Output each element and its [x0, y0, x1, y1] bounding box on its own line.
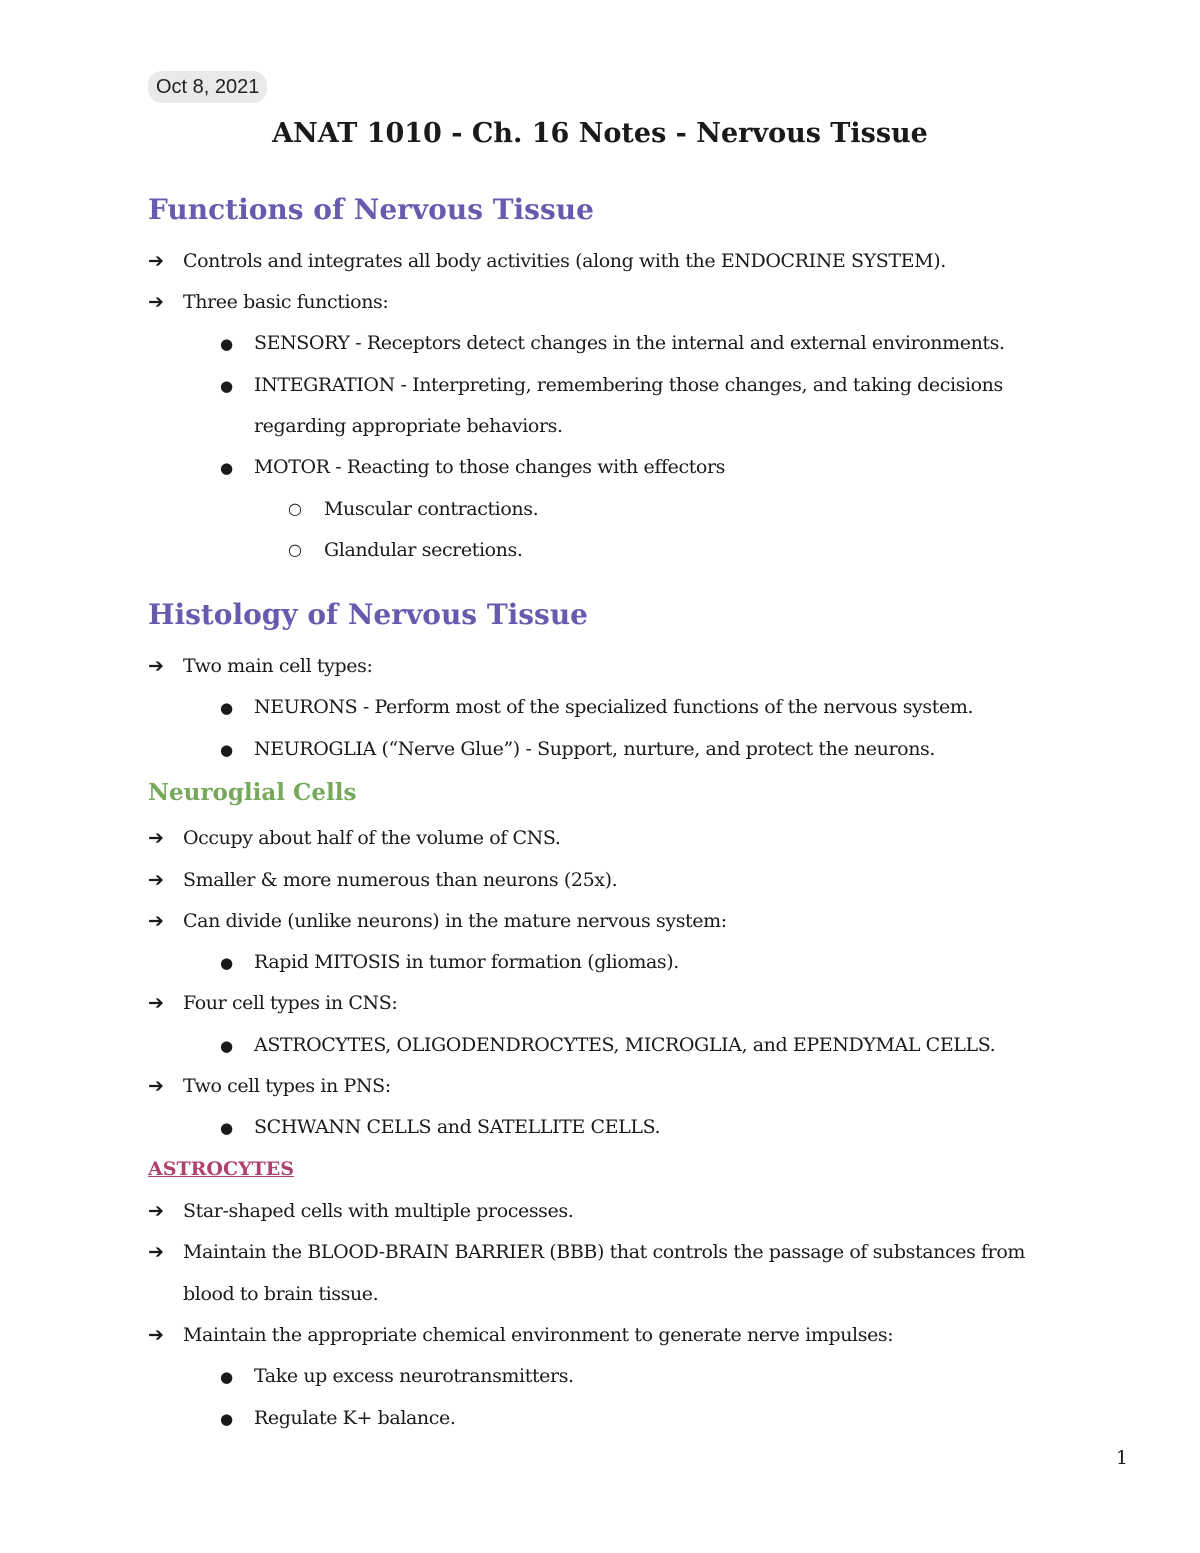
arrow-bullet-icon: ➔	[148, 1075, 164, 1097]
dot-bullet-icon: ●	[220, 377, 234, 395]
dot-bullet-icon: ●	[220, 1368, 234, 1386]
list-item: Two main cell types:	[183, 655, 373, 677]
dot-bullet-icon: ●	[220, 954, 234, 972]
page-number: 1	[1115, 1447, 1128, 1469]
arrow-bullet-icon: ➔	[148, 1241, 164, 1263]
heading-neuroglial-cells: Neuroglial Cells	[148, 779, 357, 806]
arrow-bullet-icon: ➔	[148, 869, 164, 891]
circle-bullet-icon: ○	[288, 540, 302, 559]
list-item: Regulate K+ balance.	[254, 1407, 456, 1429]
arrow-bullet-icon: ➔	[148, 655, 164, 677]
arrow-bullet-icon: ➔	[148, 291, 164, 313]
arrow-bullet-icon: ➔	[148, 992, 164, 1014]
list-item: NEUROGLIA (“Nerve Glue”) - Support, nurture, and protect the neurons.	[254, 738, 936, 760]
dot-bullet-icon: ●	[220, 1037, 234, 1055]
list-item: Maintain the BLOOD-BRAIN BARRIER (BBB) that controls the passage of substances from	[183, 1241, 1026, 1263]
arrow-bullet-icon: ➔	[148, 1200, 164, 1222]
list-item: SCHWANN CELLS and SATELLITE CELLS.	[254, 1116, 661, 1138]
list-item: NEURONS - Perform most of the specialized functions of the nervous system.	[254, 696, 974, 718]
arrow-bullet-icon: ➔	[148, 827, 164, 849]
list-item: Controls and integrates all body activities (along with the ENDOCRINE SYSTEM).	[183, 250, 946, 272]
arrow-bullet-icon: ➔	[148, 910, 164, 932]
heading-histology: Histology of Nervous Tissue	[148, 598, 588, 631]
list-item: Three basic functions:	[183, 291, 389, 313]
list-item: Two cell types in PNS:	[183, 1075, 391, 1097]
list-item: Muscular contractions.	[324, 498, 539, 520]
date-chip[interactable]: Oct 8, 2021	[148, 71, 267, 103]
list-item-continuation: blood to brain tissue.	[183, 1283, 379, 1305]
heading-functions: Functions of Nervous Tissue	[148, 193, 594, 226]
dot-bullet-icon: ●	[220, 335, 234, 353]
list-item: Four cell types in CNS:	[183, 992, 398, 1014]
list-item: SENSORY - Receptors detect changes in the internal and external environments.	[254, 332, 1005, 354]
list-item: Occupy about half of the volume of CNS.	[183, 827, 561, 849]
dot-bullet-icon: ●	[220, 699, 234, 717]
arrow-bullet-icon: ➔	[148, 1324, 164, 1346]
list-item-continuation: regarding appropriate behaviors.	[254, 415, 563, 437]
list-item: Maintain the appropriate chemical environment to generate nerve impulses:	[183, 1324, 894, 1346]
dot-bullet-icon: ●	[220, 459, 234, 477]
list-item: Star-shaped cells with multiple processes.	[183, 1200, 574, 1222]
dot-bullet-icon: ●	[220, 741, 234, 759]
dot-bullet-icon: ●	[220, 1119, 234, 1137]
heading-astrocytes: ASTROCYTES	[148, 1158, 294, 1180]
circle-bullet-icon: ○	[288, 499, 302, 518]
document-title: ANAT 1010 - Ch. 16 Notes - Nervous Tissue	[272, 118, 928, 149]
list-item: Can divide (unlike neurons) in the mature nervous system:	[183, 910, 727, 932]
list-item: INTEGRATION - Interpreting, remembering those changes, and taking decisions	[254, 374, 1003, 396]
list-item: Take up excess neurotransmitters.	[254, 1365, 574, 1387]
list-item: Rapid MITOSIS in tumor formation (gliomas).	[254, 951, 679, 973]
list-item: Smaller & more numerous than neurons (25x).	[183, 869, 618, 891]
dot-bullet-icon: ●	[220, 1410, 234, 1428]
arrow-bullet-icon: ➔	[148, 250, 164, 272]
list-item: ASTROCYTES, OLIGODENDROCYTES, MICROGLIA, and EPENDYMAL CELLS.	[254, 1034, 996, 1056]
list-item: MOTOR - Reacting to those changes with effectors	[254, 456, 726, 478]
list-item: Glandular secretions.	[324, 539, 523, 561]
